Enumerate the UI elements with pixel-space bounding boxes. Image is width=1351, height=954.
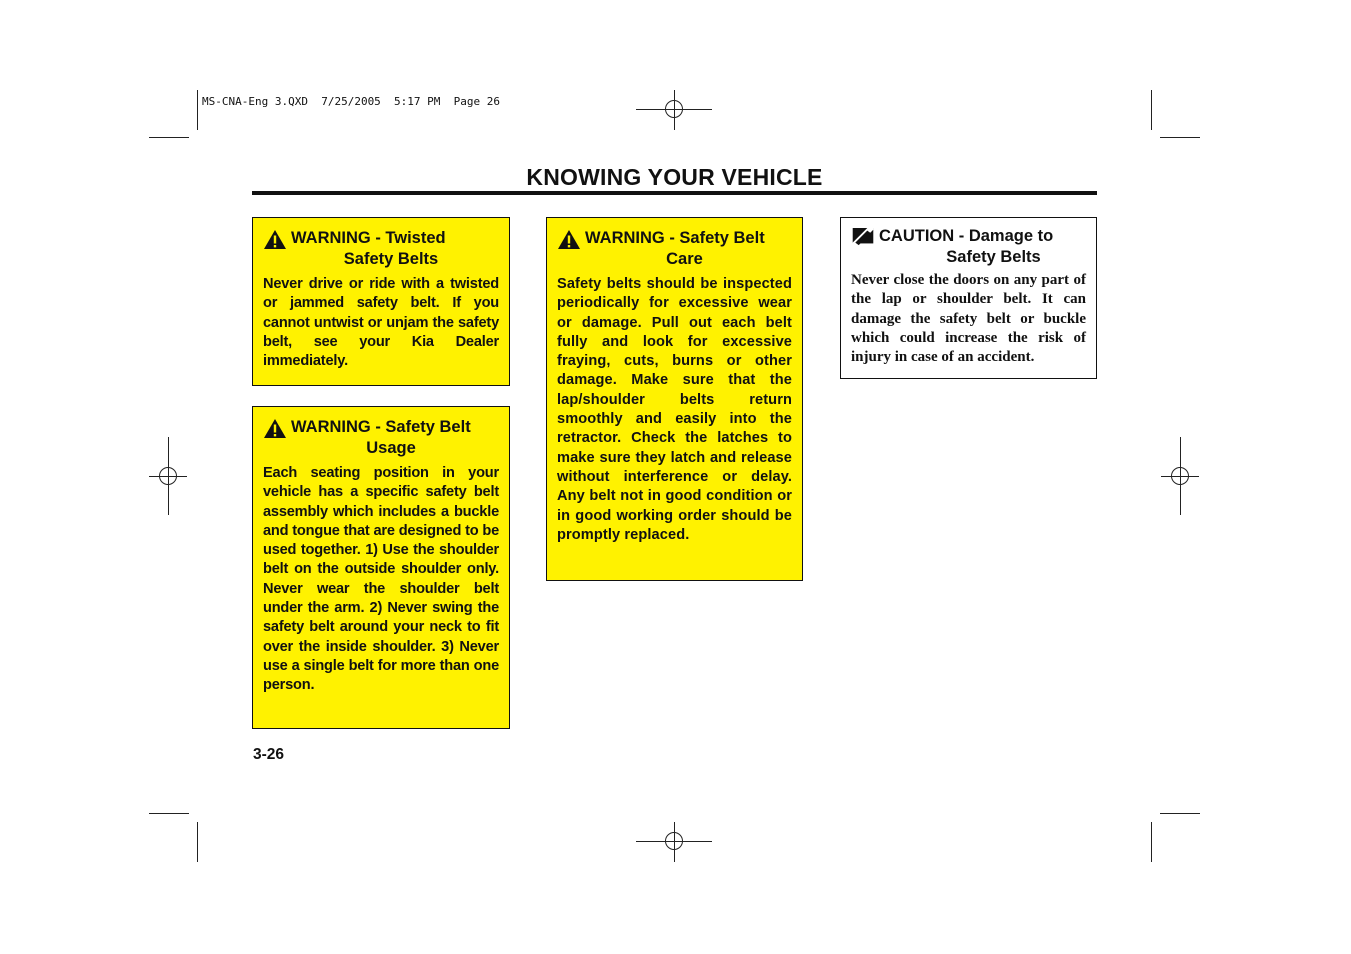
- warning-triangle-icon: [263, 418, 287, 439]
- caution-title-line1: CAUTION - Damage to: [879, 227, 1054, 245]
- caution-body: Never close the doors on any part of the lap or shoulder belt. It can damage the safety belt or buckle which could increase the risk of injury in case of an accident.: [851, 272, 1086, 366]
- warning-box-twisted-belts: [252, 217, 510, 386]
- page-title: KNOWING YOUR VEHICLE: [526, 164, 823, 190]
- caution-box-belt-damage: [840, 217, 1097, 379]
- warning-body: Never drive or ride with a twisted or jammed safety belt. If you cannot untwist or unjam the safety belt, see your Kia Dealer immediately.: [263, 276, 499, 370]
- warning-heading: [263, 228, 499, 270]
- warning-title-line1: WARNING - Safety Belt: [585, 229, 765, 247]
- warning-body: Each seating position in your vehicle has a specific safety belt assembly which includes a buckle and tongue that are designed to be used together. 1) Use the shoulder belt on the outside shoulder only. Never wear the shoulder belt under the arm. 2) Never swing the safety belt around your neck to fit over the inside shoulder. 3) Never use a single belt for more than one person.: [263, 465, 499, 694]
- caution-title-line2: Safety Belts: [946, 248, 1041, 266]
- caution-slash-icon: [851, 228, 875, 246]
- warning-heading: [263, 417, 499, 459]
- warning-title-line2: Care: [666, 250, 703, 268]
- warning-title-line2: Safety Belts: [343, 250, 439, 268]
- warning-body: Safety belts should be inspected periodically for excessive wear or damage. Pull out each belt fully and look for excessive fraying, cuts, burns or other damage. Make sure that the lap/shoulder belts return smoothly and easily into the retractor. Check the latches to make sure they latch and release without interference or delay. Any belt not in good condition or in good working order should be promptly replaced.: [557, 276, 792, 543]
- warning-heading: [557, 228, 792, 270]
- title-rule: [252, 191, 1097, 195]
- warning-box-belt-care: [546, 217, 803, 581]
- page-number: 3-26: [253, 746, 285, 763]
- caution-heading: [851, 226, 1086, 268]
- warning-title-line1: WARNING - Safety Belt: [291, 418, 471, 436]
- warning-box-belt-usage: [252, 406, 510, 729]
- warning-triangle-icon: [263, 229, 287, 250]
- warning-title-line1: WARNING - Twisted: [291, 229, 446, 247]
- print-slug: MS-CNA-Eng 3.QXD 7/25/2005 5:17 PM Page 26: [202, 95, 501, 108]
- warning-title-line2: Usage: [366, 439, 416, 457]
- warning-triangle-icon: [557, 229, 581, 250]
